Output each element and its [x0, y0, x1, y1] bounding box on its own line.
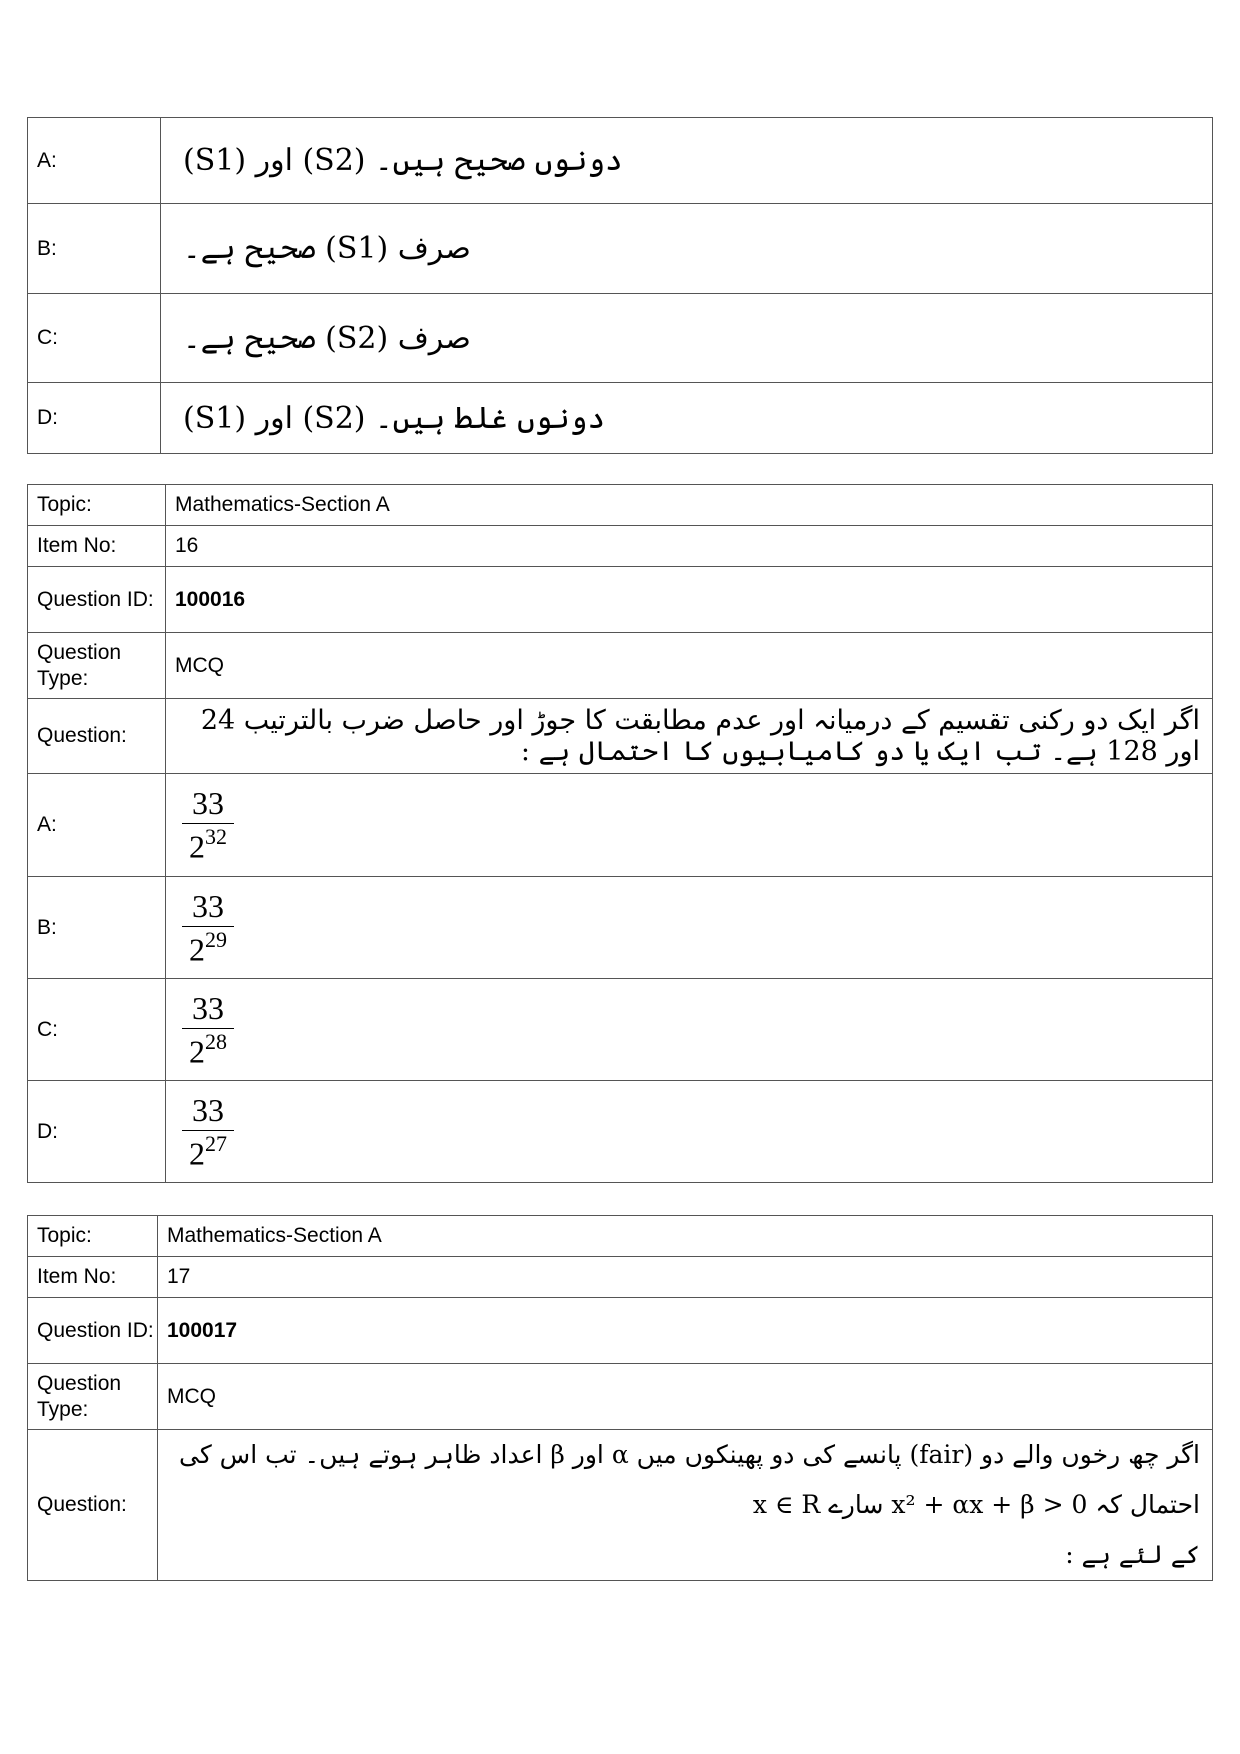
option-row: [28, 204, 1213, 294]
item-no-label: Item No:: [28, 1257, 158, 1298]
question-id-value: 100016: [166, 567, 1213, 633]
option-label: B:: [28, 877, 166, 979]
option-fraction: $\frac{33}{2^{27}}$: [166, 1094, 234, 1170]
question-type-label: Question Type:: [28, 633, 166, 699]
option-label: A:: [28, 774, 166, 877]
item-no-value: 17: [158, 1257, 1213, 1298]
prev-question-options-table: [27, 117, 1213, 454]
question-id-label: Question ID:: [28, 1298, 158, 1364]
option-row: [28, 118, 1213, 204]
option-row: [28, 383, 1213, 454]
question-16-table: [27, 484, 1213, 1183]
question-label: Question:: [28, 1430, 158, 1581]
option-label: A:: [28, 118, 161, 204]
option-label: C:: [28, 979, 166, 1081]
option-label: C:: [28, 294, 161, 383]
question-id-value: 100017: [158, 1298, 1213, 1364]
question-label: Question:: [28, 699, 166, 774]
option-fraction: $\frac{33}{2^{32}}$: [166, 787, 234, 863]
topic-value: Mathematics-Section A: [166, 485, 1213, 526]
topic-label: Topic:: [28, 1216, 158, 1257]
option-label: D:: [28, 383, 161, 454]
question-text-line2: کے لئے ہے :: [1065, 1540, 1200, 1569]
option-text: (S1) اور (S2) دونوں غلط ہیں۔: [183, 400, 606, 436]
option-text: (S1) اور (S2) دونوں صحیح ہیں۔: [183, 143, 623, 178]
option-label: B:: [28, 204, 161, 294]
option-fraction: $\frac{33}{2^{28}}$: [166, 992, 234, 1068]
question-type-value: MCQ: [166, 633, 1213, 699]
topic-value: Mathematics-Section A: [158, 1216, 1213, 1257]
item-no-value: 16: [166, 526, 1213, 567]
option-text: صرف (S2) صحیح ہے۔: [183, 320, 471, 356]
question-type-label: Question Type:: [28, 1364, 158, 1430]
question-17-table: [27, 1215, 1213, 1581]
option-fraction: $\frac{33}{2^{29}}$: [166, 890, 234, 966]
question-text: اگر ایک دو رکنی تقسیم کے درمیانہ اور عدم مطابقت کا جوڑ اور حاصل ضرب بالترتیب 24 اور 128 ہے۔ تب ایک یا دو کامیابیوں کا احتمال ہے :: [200, 705, 1200, 767]
option-row: [28, 294, 1213, 383]
question-id-label: Question ID:: [28, 567, 166, 633]
question-text-line1: اگر چھ رخوں والے دو (fair) پانسے کی دو پھینکوں میں α اور β اعداد ظاہر ہوتے ہیں۔ تب اس کی احتمال کہ x² + αx + β > 0 سارے x ∈ R: [178, 1440, 1200, 1519]
option-label: D:: [28, 1081, 166, 1183]
topic-label: Topic:: [28, 485, 166, 526]
question-type-value: MCQ: [158, 1364, 1213, 1430]
option-text: صرف (S1) صحیح ہے۔: [183, 231, 471, 266]
item-no-label: Item No:: [28, 526, 166, 567]
